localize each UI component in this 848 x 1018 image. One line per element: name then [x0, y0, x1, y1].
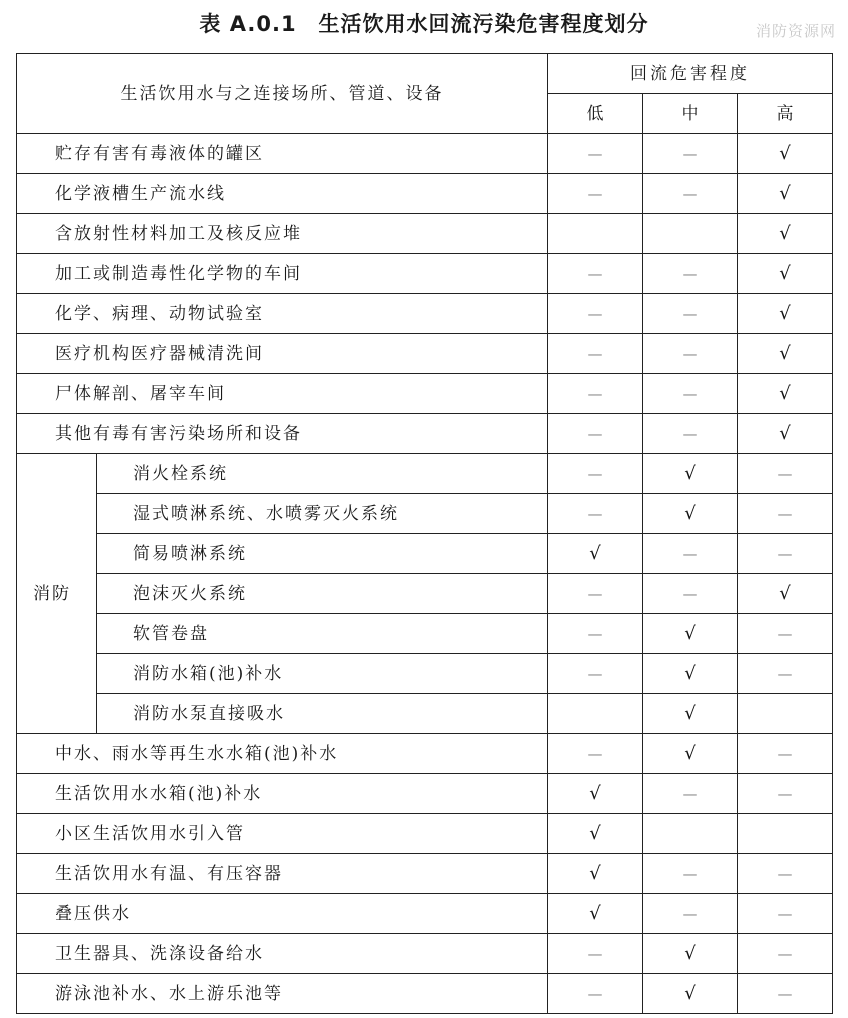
row-label: 游泳池补水、水上游乐池等	[17, 974, 548, 1014]
header-main: 生活饮用水与之连接场所、管道、设备	[17, 54, 548, 134]
high-cell	[738, 534, 833, 574]
check-mark: √	[779, 302, 791, 324]
table-row	[17, 974, 833, 1014]
dash-mark: —	[682, 304, 698, 323]
mid-cell	[643, 854, 738, 894]
row-label: 其他有毒有害污染场所和设备	[17, 414, 548, 454]
low-cell	[548, 294, 643, 334]
row-label: 化学、病理、动物试验室	[17, 294, 548, 334]
dash-mark: —	[777, 504, 793, 523]
check-mark: √	[589, 822, 601, 844]
dash-mark: —	[587, 184, 603, 203]
row-label: 卫生器具、洗涤设备给水	[17, 934, 548, 974]
low-cell	[548, 414, 643, 454]
low-cell	[548, 694, 643, 734]
check-mark: √	[684, 662, 696, 684]
row-label: 小区生活饮用水引入管	[17, 814, 548, 854]
row-label: 生活饮用水水箱(池)补水	[17, 774, 548, 814]
table-row	[17, 214, 833, 254]
high-cell	[738, 654, 833, 694]
mid-cell	[643, 694, 738, 734]
table-row	[17, 574, 833, 614]
header-mid: 中	[643, 94, 738, 134]
low-cell	[548, 934, 643, 974]
high-cell	[738, 574, 833, 614]
check-mark: √	[589, 782, 601, 804]
page-title: 表 A.0.1 生活饮用水回流污染危害程度划分	[199, 12, 649, 36]
low-cell	[548, 374, 643, 414]
check-mark: √	[684, 462, 696, 484]
dash-mark: —	[777, 744, 793, 763]
table-row	[17, 534, 833, 574]
dash-mark: —	[587, 264, 603, 283]
row-label: 叠压供水	[17, 894, 548, 934]
dash-mark: —	[587, 944, 603, 963]
row-label: 生活饮用水有温、有压容器	[17, 854, 548, 894]
watermark: 消防资源网	[755, 22, 836, 40]
low-cell	[548, 254, 643, 294]
mid-cell	[643, 174, 738, 214]
low-cell	[548, 454, 643, 494]
mid-cell	[643, 734, 738, 774]
check-mark: √	[779, 422, 791, 444]
table-row	[17, 654, 833, 694]
dash-mark: —	[587, 464, 603, 483]
dash-mark: —	[682, 144, 698, 163]
high-cell	[738, 454, 833, 494]
mid-cell	[643, 374, 738, 414]
low-cell	[548, 574, 643, 614]
table-row	[17, 694, 833, 734]
row-label: 化学液槽生产流水线	[17, 174, 548, 214]
table-row	[17, 174, 833, 214]
dash-mark: —	[777, 944, 793, 963]
dash-mark: —	[682, 784, 698, 803]
dash-mark: —	[587, 424, 603, 443]
table-row	[17, 414, 833, 454]
mid-cell	[643, 534, 738, 574]
dash-mark: —	[682, 264, 698, 283]
low-cell	[548, 334, 643, 374]
dash-mark: —	[777, 664, 793, 683]
table-row	[17, 894, 833, 934]
row-label: 中水、雨水等再生水水箱(池)补水	[17, 734, 548, 774]
row-label: 贮存有害有毒液体的罐区	[17, 134, 548, 174]
high-cell	[738, 334, 833, 374]
mid-cell	[643, 134, 738, 174]
dash-mark: —	[777, 624, 793, 643]
check-mark: √	[589, 542, 601, 564]
mid-cell	[643, 214, 738, 254]
check-mark: √	[779, 342, 791, 364]
low-cell	[548, 214, 643, 254]
table-row	[17, 774, 833, 814]
high-cell	[738, 494, 833, 534]
low-cell	[548, 494, 643, 534]
table-row	[17, 134, 833, 174]
dash-mark: —	[587, 984, 603, 1003]
header-hazard-level: 回流危害程度	[548, 54, 833, 94]
check-mark: √	[589, 862, 601, 884]
low-cell	[548, 734, 643, 774]
mid-cell	[643, 454, 738, 494]
check-mark: √	[684, 702, 696, 724]
high-cell	[738, 974, 833, 1014]
high-cell	[738, 734, 833, 774]
high-cell	[738, 374, 833, 414]
row-label: 泡沫灭火系统	[97, 574, 548, 614]
dash-mark: —	[777, 784, 793, 803]
table-row	[17, 334, 833, 374]
dash-mark: —	[682, 184, 698, 203]
table-row	[17, 934, 833, 974]
header-high: 高	[738, 94, 833, 134]
dash-mark: —	[587, 304, 603, 323]
table-row	[17, 254, 833, 294]
dash-mark: —	[587, 504, 603, 523]
low-cell	[548, 814, 643, 854]
table-row	[17, 294, 833, 334]
low-cell	[548, 614, 643, 654]
low-cell	[548, 174, 643, 214]
check-mark: √	[684, 982, 696, 1004]
row-label: 加工或制造毒性化学物的车间	[17, 254, 548, 294]
mid-cell	[643, 254, 738, 294]
check-mark: √	[589, 902, 601, 924]
row-label: 含放射性材料加工及核反应堆	[17, 214, 548, 254]
dash-mark: —	[777, 904, 793, 923]
dash-mark: —	[682, 584, 698, 603]
table-row	[17, 494, 833, 534]
dash-mark: —	[587, 584, 603, 603]
table-row	[17, 454, 833, 494]
mid-cell	[643, 894, 738, 934]
table-row	[17, 854, 833, 894]
row-label: 软管卷盘	[97, 614, 548, 654]
check-mark: √	[779, 582, 791, 604]
dash-mark: —	[587, 624, 603, 643]
row-label: 消防水箱(池)补水	[97, 654, 548, 694]
dash-mark: —	[682, 424, 698, 443]
low-cell	[548, 134, 643, 174]
check-mark: √	[779, 382, 791, 404]
row-label: 消防水泵直接吸水	[97, 694, 548, 734]
mid-cell	[643, 614, 738, 654]
high-cell	[738, 134, 833, 174]
high-cell	[738, 254, 833, 294]
row-label: 尸体解剖、屠宰车间	[17, 374, 548, 414]
fire-group-label: 消防	[17, 454, 97, 734]
check-mark: √	[779, 182, 791, 204]
dash-mark: —	[682, 384, 698, 403]
check-mark: √	[684, 502, 696, 524]
table-row	[17, 734, 833, 774]
table-row	[17, 814, 833, 854]
high-cell	[738, 214, 833, 254]
high-cell	[738, 694, 833, 734]
mid-cell	[643, 934, 738, 974]
mid-cell	[643, 294, 738, 334]
dash-mark: —	[682, 904, 698, 923]
dash-mark: —	[777, 544, 793, 563]
high-cell	[738, 174, 833, 214]
dash-mark: —	[682, 344, 698, 363]
mid-cell	[643, 494, 738, 534]
mid-cell	[643, 334, 738, 374]
dash-mark: —	[777, 984, 793, 1003]
dash-mark: —	[587, 664, 603, 683]
high-cell	[738, 854, 833, 894]
mid-cell	[643, 574, 738, 614]
check-mark: √	[684, 742, 696, 764]
check-mark: √	[779, 262, 791, 284]
dash-mark: —	[587, 344, 603, 363]
check-mark: √	[779, 222, 791, 244]
mid-cell	[643, 974, 738, 1014]
low-cell	[548, 534, 643, 574]
high-cell	[738, 814, 833, 854]
low-cell	[548, 654, 643, 694]
low-cell	[548, 974, 643, 1014]
mid-cell	[643, 814, 738, 854]
mid-cell	[643, 654, 738, 694]
high-cell	[738, 934, 833, 974]
check-mark: √	[684, 622, 696, 644]
high-cell	[738, 894, 833, 934]
dash-mark: —	[587, 744, 603, 763]
dash-mark: —	[587, 384, 603, 403]
mid-cell	[643, 774, 738, 814]
dash-mark: —	[587, 144, 603, 163]
check-mark: √	[684, 942, 696, 964]
high-cell	[738, 774, 833, 814]
check-mark: √	[779, 142, 791, 164]
hazard-table	[16, 53, 833, 1014]
high-cell	[738, 294, 833, 334]
row-label: 医疗机构医疗器械清洗间	[17, 334, 548, 374]
table-row	[17, 614, 833, 654]
row-label: 简易喷淋系统	[97, 534, 548, 574]
low-cell	[548, 854, 643, 894]
dash-mark: —	[682, 864, 698, 883]
row-label: 消火栓系统	[97, 454, 548, 494]
table-row	[17, 374, 833, 414]
dash-mark: —	[777, 464, 793, 483]
high-cell	[738, 414, 833, 454]
row-label: 湿式喷淋系统、水喷雾灭火系统	[97, 494, 548, 534]
low-cell	[548, 774, 643, 814]
header-low: 低	[548, 94, 643, 134]
mid-cell	[643, 414, 738, 454]
table-body	[17, 134, 833, 1014]
dash-mark: —	[777, 864, 793, 883]
high-cell	[738, 614, 833, 654]
dash-mark: —	[682, 544, 698, 563]
low-cell	[548, 894, 643, 934]
